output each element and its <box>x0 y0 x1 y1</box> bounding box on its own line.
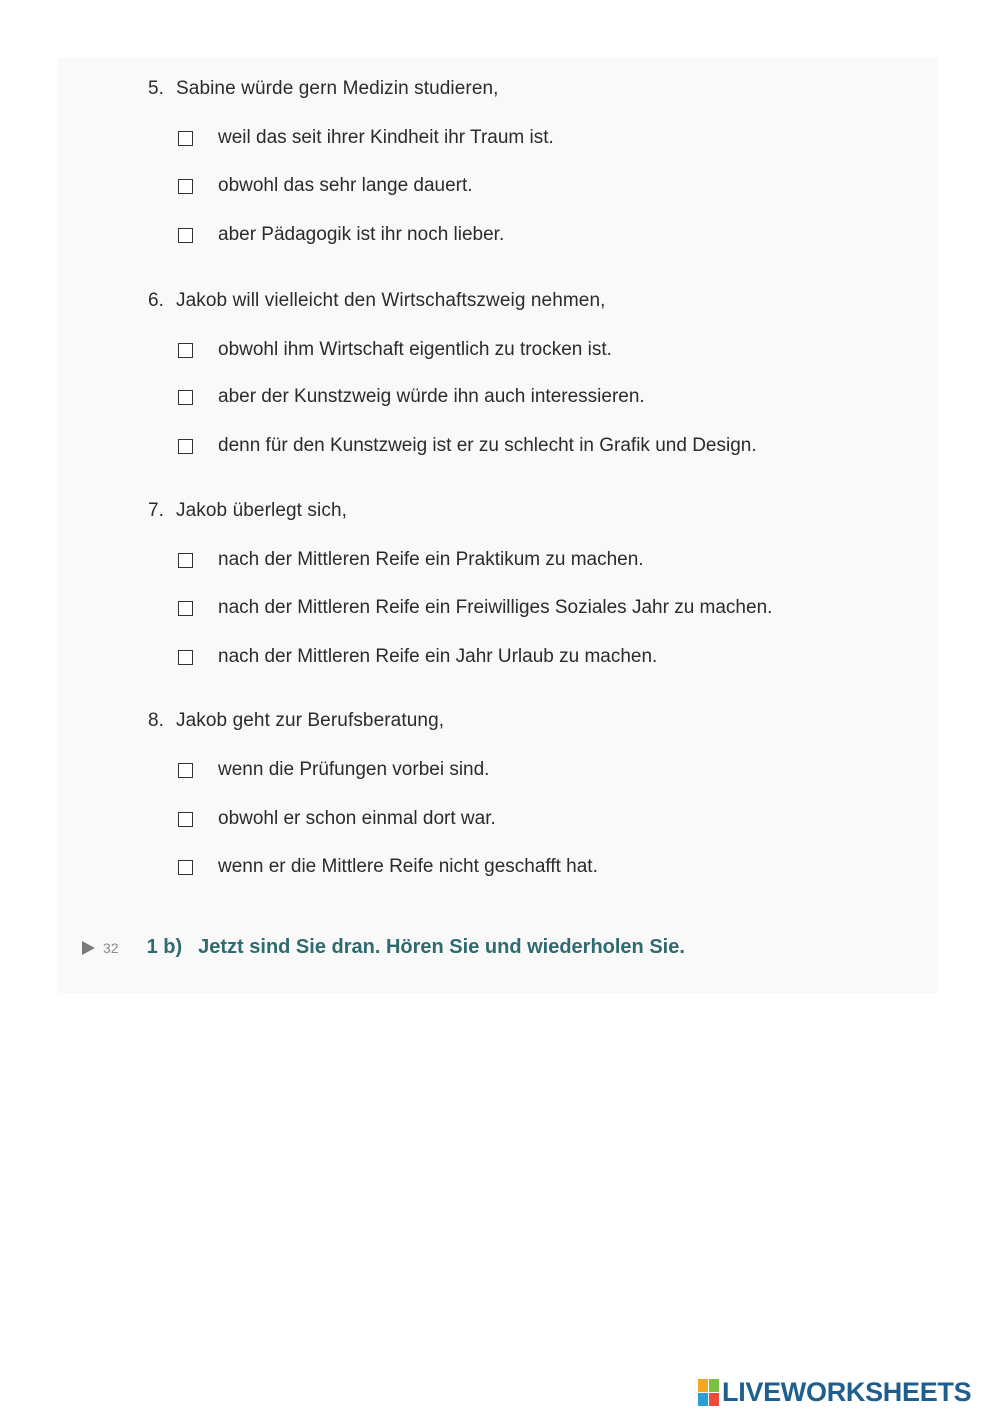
checkbox[interactable] <box>178 131 193 146</box>
question-text: Jakob geht zur Berufsberatung, <box>176 710 445 731</box>
checkbox[interactable] <box>178 228 193 243</box>
question-number: 8. <box>148 710 165 731</box>
checkbox[interactable] <box>178 650 193 665</box>
checkbox[interactable] <box>178 179 193 194</box>
question-5-option-2 <box>178 175 473 197</box>
liveworksheets-logo <box>698 1377 971 1408</box>
question-7-option-2 <box>178 597 772 619</box>
task-instruction: Jetzt sind Sie dran. Hören Sie und wiederholen Sie. <box>198 936 685 958</box>
option-text: obwohl er schon einmal dort war. <box>218 808 496 829</box>
question-5-option-1 <box>178 127 554 149</box>
option-text: nach der Mittleren Reife ein Praktikum zu machen. <box>218 549 644 570</box>
question-text: Jakob überlegt sich, <box>176 500 347 521</box>
question-8-option-1 <box>178 759 489 781</box>
checkbox[interactable] <box>178 343 193 358</box>
option-text: obwohl ihm Wirtschaft eigentlich zu trocken ist. <box>218 339 612 360</box>
option-text: nach der Mittleren Reife ein Jahr Urlaub zu machen. <box>218 646 658 667</box>
question-6-stem <box>148 290 606 312</box>
question-6-option-2 <box>178 386 645 408</box>
play-icon[interactable] <box>82 941 95 955</box>
option-text: nach der Mittleren Reife ein Freiwilliges Soziales Jahr zu machen. <box>218 597 773 618</box>
option-text: denn für den Kunstzweig ist er zu schlecht in Grafik und Design. <box>218 435 757 456</box>
question-number: 6. <box>148 290 165 311</box>
checkbox[interactable] <box>178 390 193 405</box>
task-label: 1 b) <box>146 936 183 958</box>
option-text: wenn er die Mittlere Reife nicht geschafft hat. <box>218 856 598 877</box>
option-text: aber der Kunstzweig würde ihn auch interessieren. <box>218 386 645 407</box>
track-number: 32 <box>103 939 119 956</box>
logo-text: LIVEWORKSHEETS <box>722 1377 972 1407</box>
worksheet-scan <box>58 58 938 993</box>
question-8-option-2 <box>178 808 496 830</box>
question-text: Jakob will vielleicht den Wirtschaftszweig nehmen, <box>176 290 606 311</box>
question-7-option-1 <box>178 549 644 571</box>
audio-task <box>82 936 685 959</box>
option-text: wenn die Prüfungen vorbei sind. <box>218 759 490 780</box>
checkbox[interactable] <box>178 812 193 827</box>
option-text: weil das seit ihrer Kindheit ihr Traum ist. <box>218 127 554 148</box>
question-7-stem <box>148 500 347 522</box>
question-number: 5. <box>148 78 165 99</box>
question-6-option-3 <box>178 435 757 457</box>
question-text: Sabine würde gern Medizin studieren, <box>176 78 499 99</box>
checkbox[interactable] <box>178 763 193 778</box>
question-5-option-3 <box>178 224 504 246</box>
checkbox[interactable] <box>178 860 193 875</box>
option-text: obwohl das sehr lange dauert. <box>218 175 473 196</box>
question-5-stem <box>148 78 499 100</box>
question-8-stem <box>148 710 444 732</box>
checkbox[interactable] <box>178 601 193 616</box>
question-6-option-1 <box>178 339 612 361</box>
checkbox[interactable] <box>178 439 193 454</box>
logo-mark-icon <box>698 1379 720 1407</box>
checkbox[interactable] <box>178 553 193 568</box>
question-8-option-3 <box>178 856 598 878</box>
option-text: aber Pädagogik ist ihr noch lieber. <box>218 224 505 245</box>
question-7-option-3 <box>178 646 657 668</box>
question-number: 7. <box>148 500 165 521</box>
